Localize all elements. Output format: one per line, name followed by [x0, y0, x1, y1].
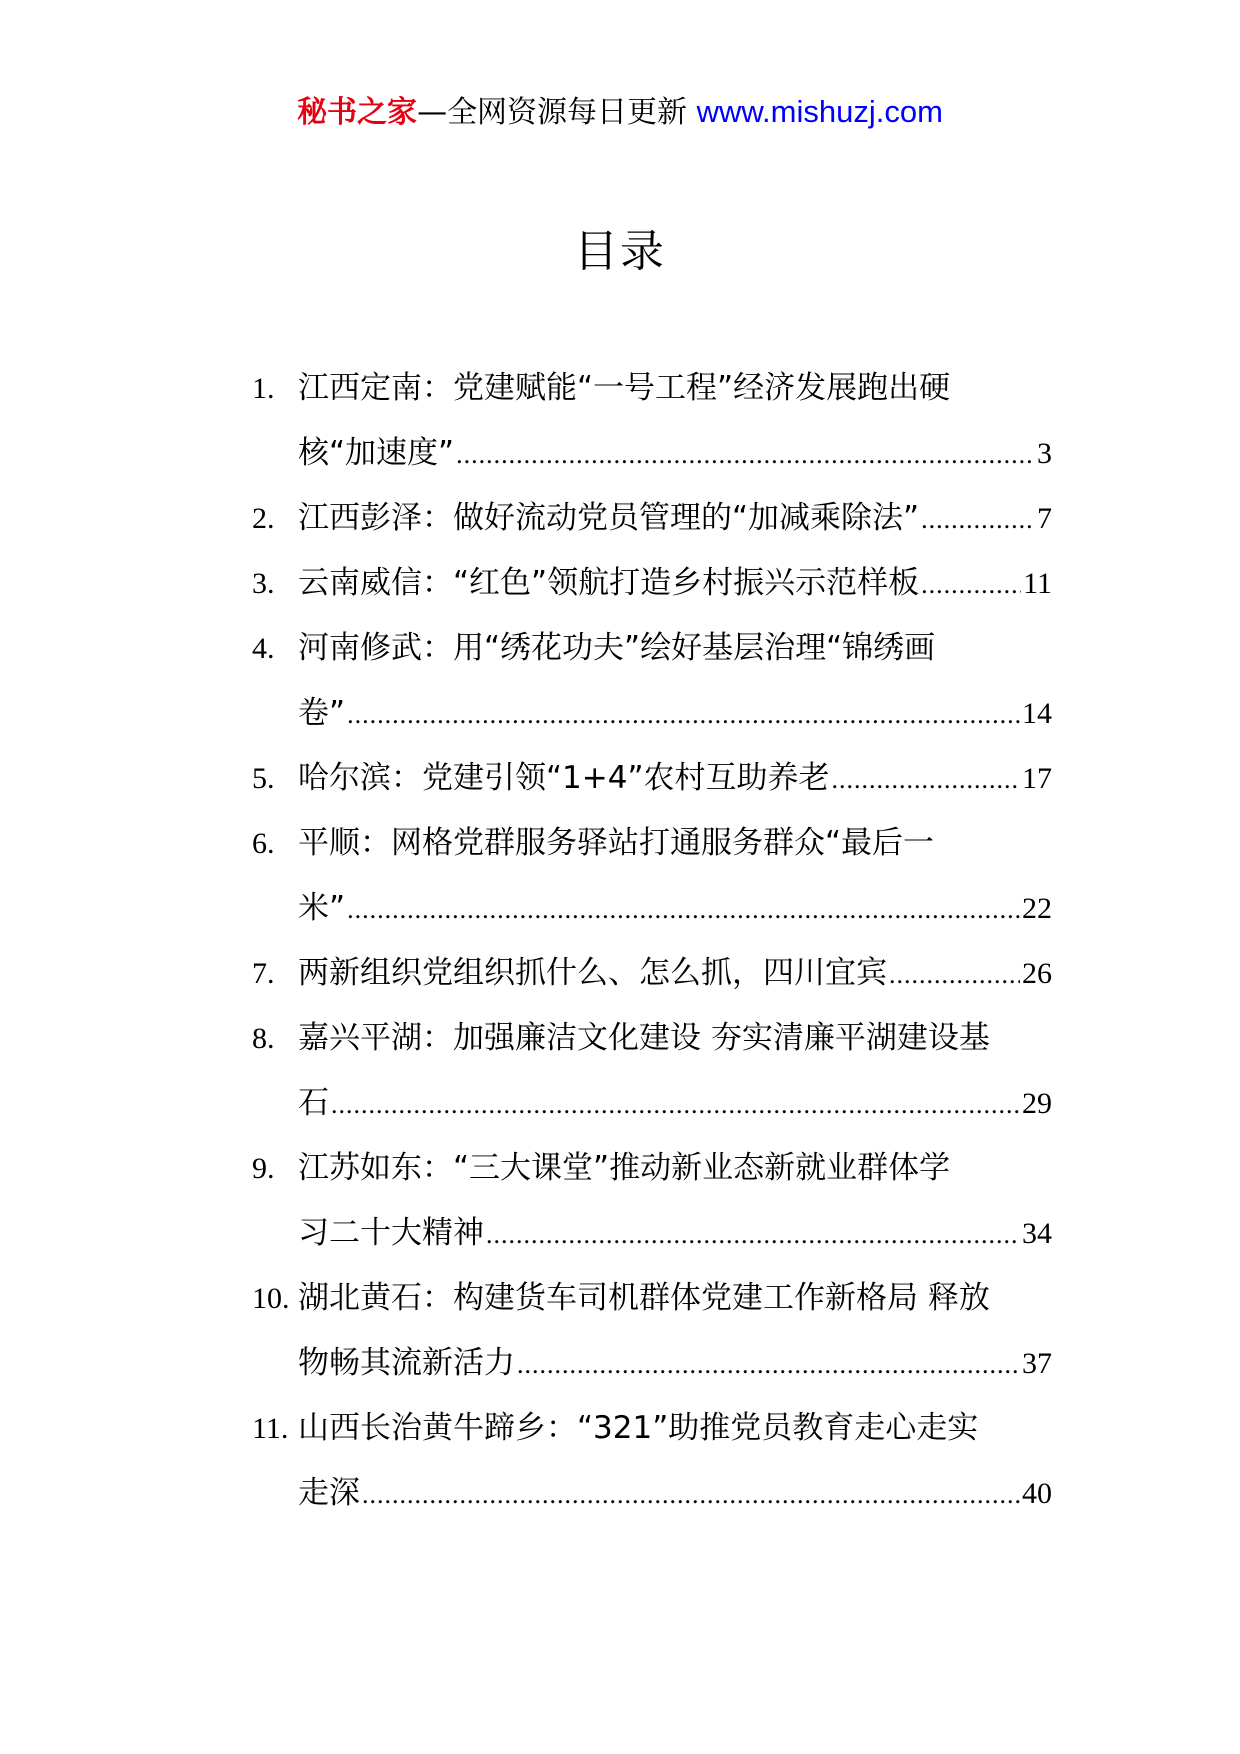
- toc-entry-line: [298, 421, 1052, 486]
- toc-entry-title: 河南修武：用“绣花功夫”绘好基层治理“锦绣画: [298, 630, 936, 666]
- toc-entry-title: 江苏如东：“三大课堂”推动新业态新就业群体学: [298, 1150, 951, 1186]
- toc-entry-number: 1.: [252, 372, 275, 405]
- toc-dot-leader: [921, 552, 1021, 617]
- toc-entry-line: [298, 746, 1052, 811]
- toc-entry-line: [298, 1331, 1052, 1396]
- toc-entry-line: [298, 616, 1052, 681]
- toc-entry-number: 5.: [252, 762, 275, 795]
- toc-dot-leader: [362, 1462, 1020, 1527]
- toc-entry-number: 9.: [252, 1152, 275, 1185]
- toc-page-number: 40: [1022, 1477, 1052, 1510]
- toc-page-number: 7: [1037, 502, 1052, 535]
- toc-page-number: 29: [1022, 1087, 1052, 1120]
- toc-entry-title: 湖北黄石：构建货车司机群体党建工作新格局 释放: [298, 1280, 990, 1316]
- toc-entry-title: 物畅其流新活力: [298, 1345, 515, 1381]
- toc-entry[interactable]: [252, 486, 1052, 551]
- toc-entry[interactable]: [252, 1136, 1052, 1266]
- toc-entry-title: 石: [298, 1085, 329, 1121]
- toc-entry-title: 山西长治黄牛蹄乡：“321”助推党员教育走心走实: [298, 1410, 979, 1446]
- toc-dot-leader: [456, 422, 1035, 487]
- toc-page-number: 22: [1022, 892, 1052, 925]
- toc-entry[interactable]: [252, 1396, 1052, 1526]
- toc-entry-line: [298, 1201, 1052, 1266]
- toc-entry-title: 两新组织党组织抓什么、怎么抓，四川宜宾: [298, 955, 887, 991]
- toc-entry-title: 江西彭泽：做好流动党员管理的“加减乘除法”: [298, 500, 920, 536]
- toc-entry-title: 米”: [298, 890, 346, 926]
- toc-entry-title: 核“加速度”: [298, 435, 455, 471]
- toc-entry-line: [298, 1266, 1052, 1331]
- toc-dot-leader: [331, 1072, 1020, 1137]
- toc-dot-leader: [517, 1332, 1020, 1397]
- toc-entry[interactable]: [252, 551, 1052, 616]
- toc-entry-line: [298, 876, 1052, 941]
- toc-entry-title: 卷”: [298, 695, 346, 731]
- table-of-contents: [252, 356, 1052, 1526]
- toc-page-number: 11: [1023, 567, 1052, 600]
- toc-entry-number: 4.: [252, 632, 275, 665]
- toc-entry-line: [298, 811, 1052, 876]
- toc-dot-leader: [347, 877, 1020, 942]
- toc-entry[interactable]: [252, 356, 1052, 486]
- toc-entry-line: [298, 681, 1052, 746]
- toc-entry[interactable]: [252, 746, 1052, 811]
- toc-entry-line: [298, 551, 1052, 616]
- toc-entry-title: 平顺：网格党群服务驿站打通服务群众“最后一: [298, 825, 935, 861]
- toc-entry-title: 习二十大精神: [298, 1215, 484, 1251]
- toc-entry-line: [298, 1006, 1052, 1071]
- toc-entry[interactable]: [252, 616, 1052, 746]
- toc-dot-leader: [347, 682, 1020, 747]
- page-title: 目录: [574, 226, 666, 277]
- brand-name: 秘书之家: [297, 95, 418, 130]
- toc-page-number: 14: [1022, 697, 1052, 730]
- toc-entry-number: 7.: [252, 957, 275, 990]
- toc-entry[interactable]: [252, 1266, 1052, 1396]
- site-header: [0, 92, 1240, 133]
- toc-entry-number: 10.: [252, 1282, 290, 1315]
- toc-entry-number: 6.: [252, 827, 275, 860]
- toc-entry-number: 8.: [252, 1022, 275, 1055]
- toc-entry-line: [298, 1396, 1052, 1461]
- toc-page-number: 3: [1037, 437, 1052, 470]
- toc-entry[interactable]: [252, 811, 1052, 941]
- header-tagline: —全网资源每日更新: [417, 95, 697, 130]
- toc-entry-title: 云南威信：“红色”领航打造乡村振兴示范样板: [298, 565, 920, 601]
- toc-entry-title: 走深: [298, 1475, 360, 1511]
- toc-page-number: 34: [1022, 1217, 1052, 1250]
- toc-entry-line: [298, 1071, 1052, 1136]
- toc-entry-title: 哈尔滨：党建引领“1+4”农村互助养老: [298, 760, 830, 796]
- toc-entry-line: [298, 356, 1052, 421]
- toc-page-number: 17: [1022, 762, 1052, 795]
- toc-dot-leader: [486, 1202, 1020, 1267]
- toc-dot-leader: [889, 942, 1020, 1007]
- toc-entry-line: [298, 1136, 1052, 1201]
- toc-page-number: 26: [1022, 957, 1052, 990]
- toc-entry-number: 2.: [252, 502, 275, 535]
- toc-entry-line: [298, 1461, 1052, 1526]
- toc-entry-line: [298, 486, 1052, 551]
- toc-entry-line: [298, 941, 1052, 1006]
- toc-page-number: 37: [1022, 1347, 1052, 1380]
- toc-dot-leader: [921, 487, 1035, 552]
- toc-dot-leader: [832, 747, 1020, 812]
- toc-entry-number: 3.: [252, 567, 275, 600]
- toc-entry-title: 江西定南：党建赋能“一号工程”经济发展跑出硬: [298, 370, 951, 406]
- toc-entry[interactable]: [252, 1006, 1052, 1136]
- toc-entry-number: 11.: [252, 1412, 289, 1445]
- toc-entry[interactable]: [252, 941, 1052, 1006]
- toc-entry-title: 嘉兴平湖：加强廉洁文化建设 夯实清廉平湖建设基: [298, 1020, 990, 1056]
- site-url-link[interactable]: www.mishuzj.com: [696, 94, 943, 129]
